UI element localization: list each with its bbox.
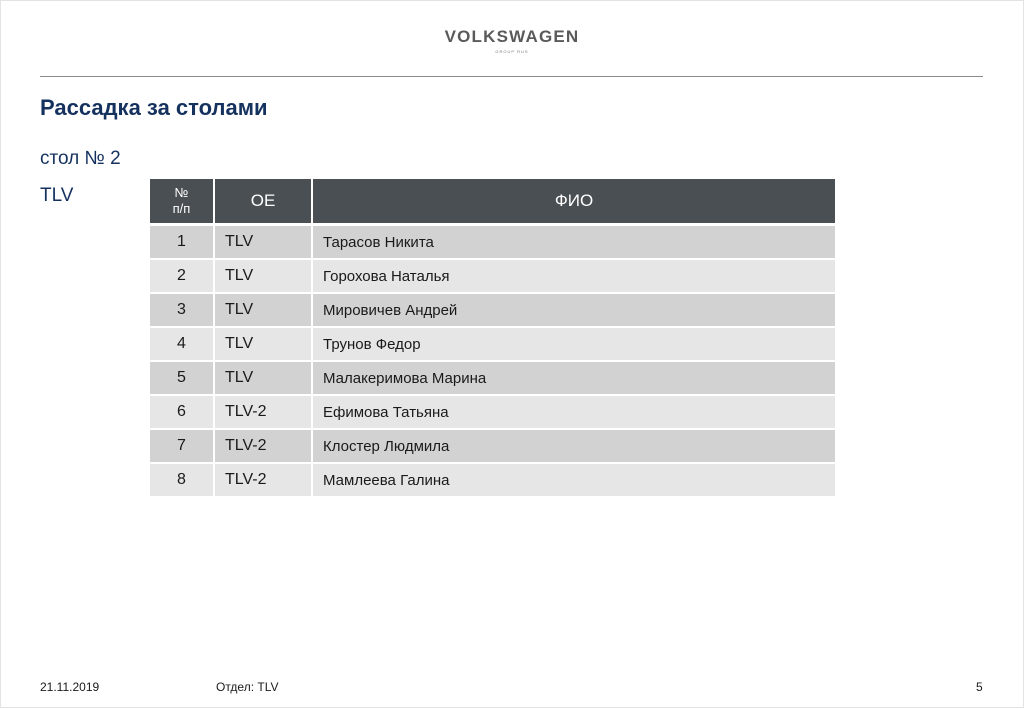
header-oe: ОЕ bbox=[215, 179, 313, 226]
table-row bbox=[150, 328, 835, 362]
group-label: TLV bbox=[40, 185, 74, 206]
table-header-row bbox=[150, 179, 835, 226]
footer-date: 21.11.2019 bbox=[40, 680, 100, 694]
logo-subtitle: GROUP RUS bbox=[495, 49, 529, 54]
table-row bbox=[150, 362, 835, 396]
table-number-subtitle: стол № 2 bbox=[40, 148, 121, 169]
row-number: 7 bbox=[150, 430, 215, 464]
header-divider bbox=[40, 76, 983, 77]
footer-department: Отдел: TLV bbox=[216, 680, 279, 694]
table-row bbox=[150, 294, 835, 328]
row-oe: TLV bbox=[215, 260, 313, 294]
row-fio: Тарасов Никита bbox=[313, 226, 835, 260]
row-number: 8 bbox=[150, 464, 215, 498]
header-number bbox=[150, 179, 215, 226]
row-number: 3 bbox=[150, 294, 215, 328]
row-number: 1 bbox=[150, 226, 215, 260]
row-fio: Трунов Федор bbox=[313, 328, 835, 362]
row-fio: Горохова Наталья bbox=[313, 260, 835, 294]
logo-wordmark: VOLKSWAGEN bbox=[444, 27, 580, 46]
header-fio: ФИО bbox=[313, 179, 835, 226]
header-number-symbol: № bbox=[174, 185, 189, 200]
table-row bbox=[150, 396, 835, 430]
row-oe: TLV bbox=[215, 226, 313, 260]
row-fio: Малакеримова Марина bbox=[313, 362, 835, 396]
page-title: Рассадка за столами bbox=[40, 95, 268, 120]
volkswagen-logo bbox=[0, 27, 1024, 55]
row-number: 5 bbox=[150, 362, 215, 396]
seating-table bbox=[150, 179, 835, 498]
header-number-abbr: п/п bbox=[172, 201, 191, 216]
row-fio: Клостер Людмила bbox=[313, 430, 835, 464]
row-fio: Мировичев Андрей bbox=[313, 294, 835, 328]
row-oe: TLV bbox=[215, 362, 313, 396]
row-fio: Ефимова Татьяна bbox=[313, 396, 835, 430]
row-number: 4 bbox=[150, 328, 215, 362]
page-number: 5 bbox=[976, 680, 983, 694]
table-row bbox=[150, 430, 835, 464]
table-row bbox=[150, 226, 835, 260]
row-oe: TLV-2 bbox=[215, 464, 313, 498]
row-number: 2 bbox=[150, 260, 215, 294]
table-row bbox=[150, 464, 835, 498]
row-oe: TLV-2 bbox=[215, 396, 313, 430]
row-oe: TLV-2 bbox=[215, 430, 313, 464]
row-oe: TLV bbox=[215, 294, 313, 328]
table-row bbox=[150, 260, 835, 294]
row-number: 6 bbox=[150, 396, 215, 430]
row-oe: TLV bbox=[215, 328, 313, 362]
row-fio: Мамлеева Галина bbox=[313, 464, 835, 498]
